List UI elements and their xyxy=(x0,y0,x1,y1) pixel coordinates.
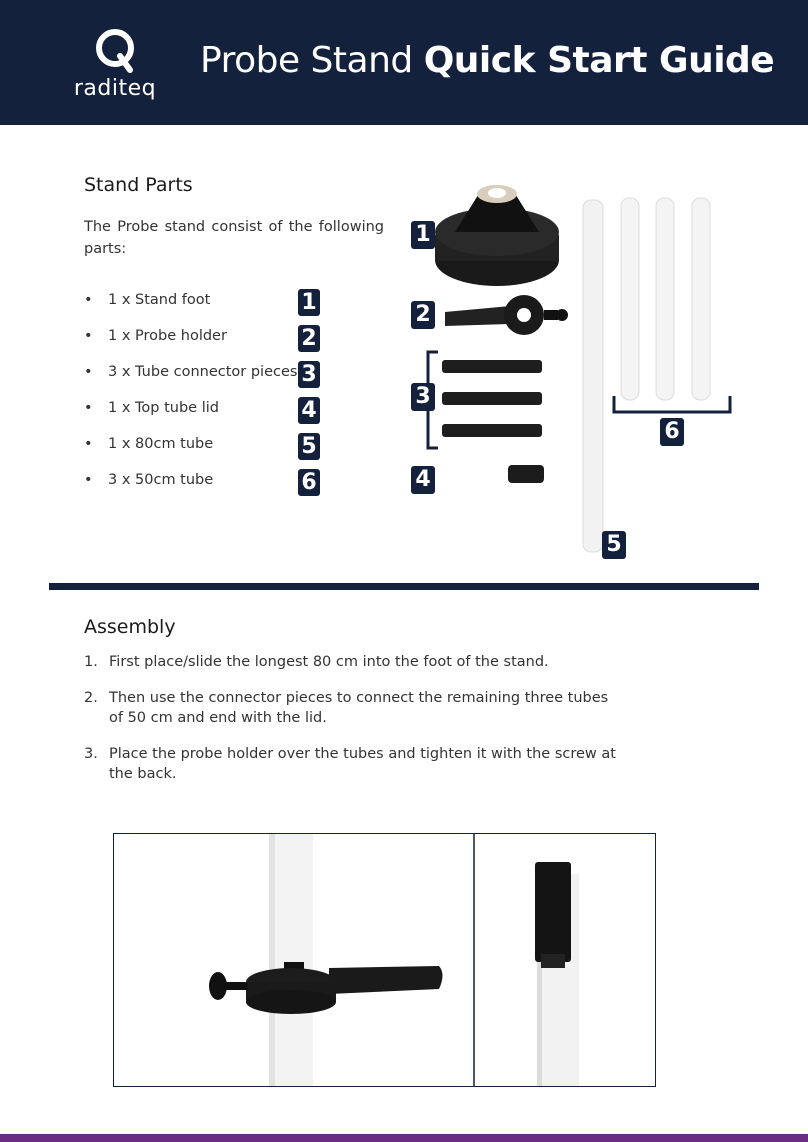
list-item xyxy=(84,436,320,472)
long-tube-image xyxy=(583,200,603,552)
stand-parts-heading: Stand Parts xyxy=(84,174,193,196)
bullet: • xyxy=(84,436,93,452)
list-item xyxy=(84,328,320,364)
brand-name: raditeq xyxy=(73,76,157,101)
probe-holder-image xyxy=(445,295,568,335)
section-divider xyxy=(49,583,759,590)
bullet: • xyxy=(84,292,93,308)
stand-parts-intro: The Probe stand consist of the following parts: xyxy=(84,219,384,257)
part-number-badge: 4 xyxy=(298,397,320,424)
page-title xyxy=(200,40,774,81)
part-label: 3 x Tube connector pieces xyxy=(108,364,298,380)
part-number-badge: 2 xyxy=(298,325,320,352)
list-item xyxy=(84,744,624,784)
connector-pieces-image xyxy=(442,360,542,437)
part-number-badge: 5 xyxy=(298,433,320,460)
assembly-heading: Assembly xyxy=(84,616,176,638)
bullet: • xyxy=(84,328,93,344)
part-label: 1 x Probe holder xyxy=(108,328,227,344)
step-number: 2. xyxy=(84,690,98,706)
photo-label-4: 4 xyxy=(411,466,435,494)
list-item xyxy=(84,652,624,672)
top-lid-image xyxy=(508,465,544,483)
photo-label-5: 5 xyxy=(602,531,626,559)
raditeq-logo xyxy=(70,26,160,106)
title-bold: Quick Start Guide xyxy=(423,40,775,81)
assembly-steps xyxy=(84,652,624,800)
part-number-badge: 1 xyxy=(298,289,320,316)
bullet: • xyxy=(84,400,93,416)
step-number: 3. xyxy=(84,746,98,762)
bullet: • xyxy=(84,472,93,488)
stand-foot-image xyxy=(435,185,559,286)
part-number-badge: 3 xyxy=(298,361,320,388)
part-label: 1 x Top tube lid xyxy=(108,400,219,416)
photo-label-6: 6 xyxy=(660,418,684,446)
short-tubes-image xyxy=(621,198,710,400)
assembly-photos xyxy=(113,833,656,1087)
list-item xyxy=(84,472,320,508)
page-header xyxy=(0,0,808,125)
step-text: Place the probe holder over the tubes and tighten it with the screw at the back. xyxy=(109,746,616,782)
assembly-photo-image xyxy=(114,834,656,1087)
parts-photo xyxy=(400,180,750,570)
list-item xyxy=(84,364,320,400)
bullet: • xyxy=(84,364,93,380)
part-label: 1 x 80cm tube xyxy=(108,436,214,452)
part-label: 1 x Stand foot xyxy=(108,292,211,308)
step-text: First place/slide the longest 80 cm into the foot of the stand. xyxy=(109,654,549,670)
photo-label-3: 3 xyxy=(411,383,435,411)
footer-bar xyxy=(0,1134,808,1142)
step-number: 1. xyxy=(84,654,98,670)
list-item xyxy=(84,688,624,728)
photo-label-1: 1 xyxy=(411,221,435,249)
part-label: 3 x 50cm tube xyxy=(108,472,214,488)
photo-label-2: 2 xyxy=(411,301,435,329)
list-item xyxy=(84,400,320,436)
logo-q-icon xyxy=(70,26,160,76)
title-light: Probe Stand xyxy=(200,40,424,81)
parts-list xyxy=(84,292,320,508)
list-item xyxy=(84,292,320,328)
step-text: Then use the connector pieces to connect the remaining three tubes of 50 cm and end with the lid. xyxy=(109,690,609,726)
part-number-badge: 6 xyxy=(298,469,320,496)
